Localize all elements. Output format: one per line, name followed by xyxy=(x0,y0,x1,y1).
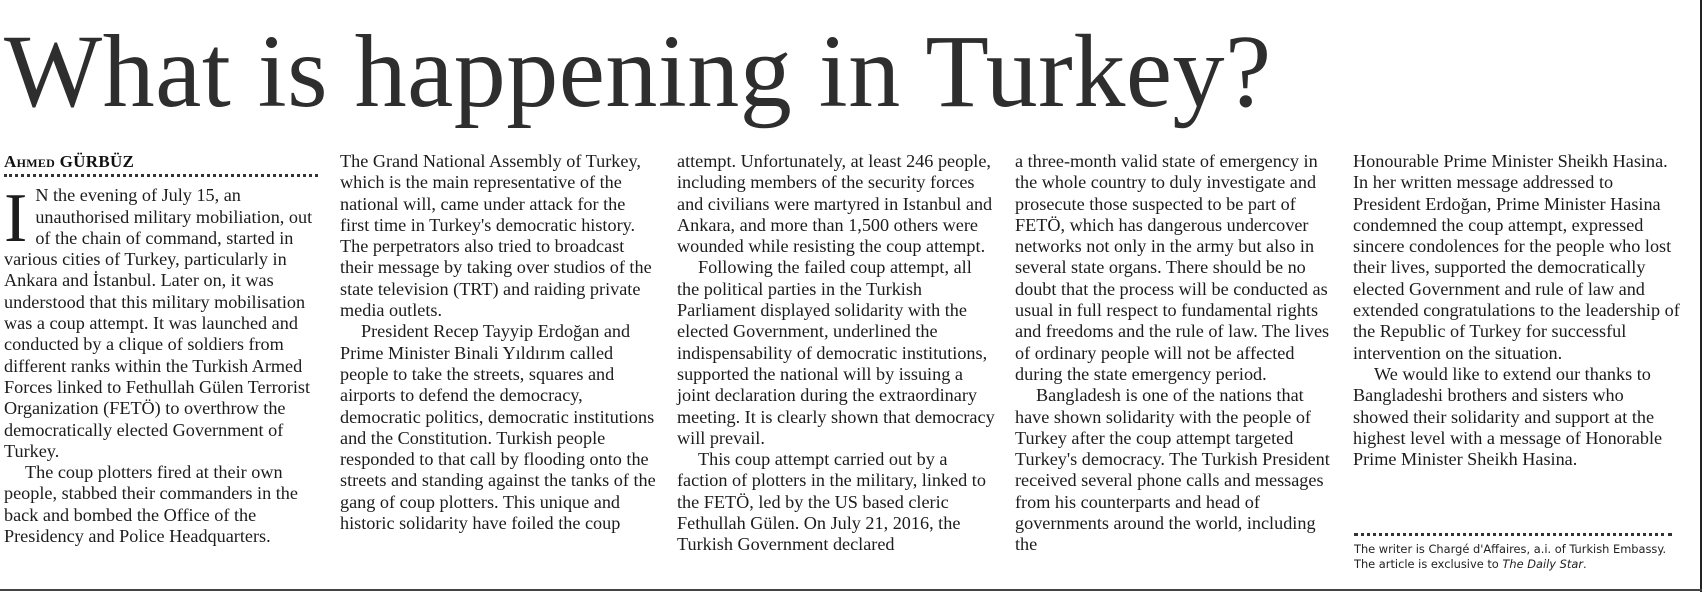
author-byline: Ahmed GÜRBÜZ xyxy=(4,151,318,177)
page-right-border xyxy=(1700,0,1702,592)
paragraph xyxy=(4,180,322,462)
paragraph: This coup attempt carried out by a faction of plotters in the military, linked to the FETÖ, led by the US based cleric Fethullah Gülen. On July 21, 2016, the Turkish Government declared xyxy=(677,449,986,555)
article-column-3 xyxy=(677,151,995,556)
bottom-rule xyxy=(0,589,1702,591)
article-column-5 xyxy=(1353,151,1681,470)
paragraph: a three-month valid state of emergency in the whole country to duly investigate and prosecute those suspected to be part of FETÖ, which has dangerous undercover networks not only in the army but also in several state organs. There should be no doubt that the process will be conducted as usual in full respect to fundamental rights and freedoms and the rule of law. The lives of ordinary people will not be affected during the state emergency period. xyxy=(1015,151,1330,384)
paragraph: The Grand National Assembly of Turkey, which is the main representative of the national will, came under attack for the first time in Turkey's democratic history. The perpetrators also tried to broadcast their message by taking over studios of the state television (TRT) and raiding private media outlets. xyxy=(340,151,652,321)
paragraph: President Recep Tayyip Erdoğan and Prime Minister Binali Yıldırım called people to take the streets, squares and airports to defend the democracy, democratic politics, democratic institutions and the Constitution. Turkish people responded to that call by flooding onto the streets and standing against the tanks of the gang of coup plotters. This unique and historic solidarity have foiled the coup xyxy=(340,321,656,534)
article-headline: What is happening in Turkey? xyxy=(4,14,1272,129)
paragraph: Honourable Prime Minister Sheikh Hasina. In her written message addressed to President Erdoğan, Prime Minister Hasina condemned the coup attempt, expressed sincere condolences for the people who lost their lives, supported the democratically elected Government and rule of law and extended congratulations to the leadership of the Republic of Turkey for successful intervention on the situation. xyxy=(1353,151,1680,363)
paragraph: attempt. Unfortunately, at least 246 people, including members of the security forces and civilians were martyred in Istanbul and Ankara, and more than 1,500 others were wounded while resisting the coup attempt. xyxy=(677,151,993,257)
article-column-4 xyxy=(1015,151,1333,556)
publication-name: The Daily Star xyxy=(1502,557,1584,571)
paragraph: Following the failed coup attempt, all the political parties in the Turkish Parliament displayed solidarity with the elected Government, underlined the indispensability of democratic institutions, supported the national will by issuing a joint declaration during the extraordinary meeting. It is clearly shown that democracy will prevail. xyxy=(677,257,995,448)
paragraph: Bangladesh is one of the nations that have shown solidarity with the people of Turkey after the coup attempt targeted Turkey's democracy. The Turkish President received several phone calls and messages from his counterparts and head of governments around the world, including the xyxy=(1015,385,1330,555)
paragraph: The coup plotters fired at their own people, stabbed their commanders in the back and bombed the Office of the Presidency and Police Headquarters. xyxy=(4,462,298,547)
drop-cap: I xyxy=(4,180,28,258)
writer-note-end: . xyxy=(1583,557,1587,571)
paragraph: We would like to extend our thanks to Bangladeshi brothers and sisters who showed their solidarity and support at the highest level with a message of Honorable Prime Minister Sheikh Hasina. xyxy=(1353,363,1663,470)
writer-note xyxy=(1354,533,1672,572)
article-column-1 xyxy=(4,151,322,547)
paragraph-text: N the evening of July 15, an unauthorised military mobiliation, out of the chain of command, started in various cities of Turkey, particularly in Ankara and İstanbul. Later on, it was understood that this military mobilisation was a coup attempt. It was launched and conducted by a clique of soldiers from different ranks within the Turkish Armed Forces linked to Fethullah Gülen Terrorist Organization (FETÖ) to overthrow the democratically elected Government of Turkey. xyxy=(4,185,313,461)
writer-note-text: The writer is Chargé d'Affaires, a.i. of Turkish Embassy. The article is exclusive to xyxy=(1354,542,1667,571)
article-column-2 xyxy=(340,151,658,534)
